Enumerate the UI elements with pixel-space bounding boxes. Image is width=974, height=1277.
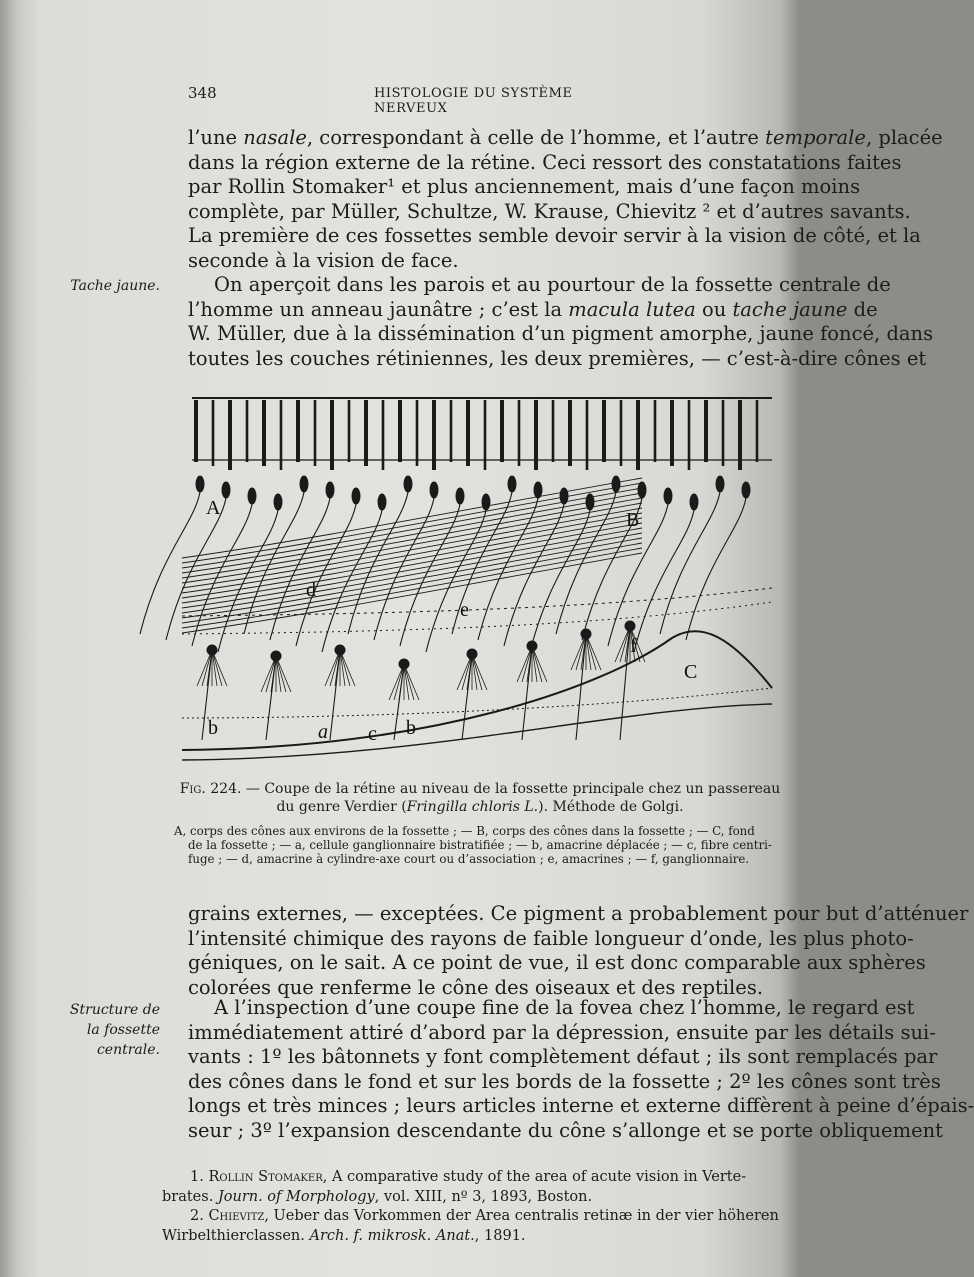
cone-body bbox=[482, 494, 490, 510]
label-e: e bbox=[460, 599, 469, 621]
label-c: c bbox=[368, 723, 377, 745]
cell-dendrite bbox=[586, 634, 596, 670]
cone-body bbox=[378, 494, 386, 510]
cone-body bbox=[300, 476, 308, 492]
text-line: toutes les couches rétiniennes, les deux premières, — c’est-à-dire cônes et bbox=[188, 346, 927, 370]
caption-legend bbox=[174, 824, 786, 866]
legend-line: de la fossette ; — a, cellule ganglionnaire bistratifiée ; — b, amacrine déplacée ; — c, fibre centri- bbox=[188, 838, 772, 852]
running-title: HISTOLOGIE DU SYSTÈME NERVEUX bbox=[374, 86, 573, 116]
text-line: immédiatement attiré d’abord par la dépression, ensuite par les détails sui- bbox=[188, 1020, 936, 1044]
margin-note-structure: Structure de la fossette centrale. bbox=[69, 1002, 160, 1058]
text-line: dans la région externe de la rétine. Ceci ressort des constatations faites bbox=[188, 150, 902, 174]
cone-body bbox=[612, 476, 620, 492]
cone-fiber bbox=[374, 498, 434, 640]
label-B: B bbox=[626, 509, 640, 531]
paragraph-1 bbox=[188, 126, 943, 274]
cone-body bbox=[430, 482, 438, 498]
cone-body bbox=[690, 494, 698, 510]
cell-dendrite bbox=[462, 654, 472, 690]
cone-body bbox=[638, 482, 646, 498]
label-f: f bbox=[630, 635, 637, 657]
cone-body bbox=[534, 482, 542, 498]
text-line: On aperçoit dans les parois et au pourtour de la fossette centrale de bbox=[214, 273, 891, 296]
cell-axon bbox=[522, 646, 532, 740]
text-line: des cônes dans le fond et sur les bords de la fossette ; 2º les cônes sont très bbox=[188, 1069, 941, 1093]
page-number: 348 bbox=[188, 84, 217, 102]
cone-fiber bbox=[504, 504, 564, 646]
text-line: l’homme un anneau jaunâtre ; c’est la macula lutea ou tache jaune de bbox=[188, 297, 878, 321]
cell-dendrite bbox=[394, 664, 404, 700]
inner-membrane-curve bbox=[182, 704, 772, 760]
text-line: colorées que renferme le cône des oiseaux et des reptiles. bbox=[188, 975, 764, 999]
cone-body bbox=[716, 476, 724, 492]
label-d: d bbox=[306, 579, 316, 601]
margin-note-tache-jaune: Tache jaune. bbox=[70, 278, 160, 294]
cone-body bbox=[742, 482, 750, 498]
cone-fiber bbox=[634, 510, 694, 652]
label-b-left: b bbox=[208, 717, 218, 739]
cone-body bbox=[664, 488, 672, 504]
cone-body bbox=[352, 488, 360, 504]
cone-body bbox=[222, 482, 230, 498]
cone-body bbox=[196, 476, 204, 492]
text-line: longs et très minces ; leurs articles interne et externe diffèrent à peine d’épais- bbox=[188, 1094, 974, 1118]
cone-fiber bbox=[686, 498, 746, 640]
text-line: W. Müller, due à la dissémination d’un pigment amorphe, jaune foncé, dans bbox=[188, 322, 934, 346]
figure-caption bbox=[174, 780, 786, 866]
footnotes bbox=[162, 1168, 786, 1246]
cone-fiber bbox=[140, 492, 200, 634]
caption-title: Fig. 224. — Coupe de la rétine au niveau de la fossette principale chez un passereau du genre Verdier (Fringilla chloris L.). Méthode de Golgi. bbox=[179, 781, 781, 815]
running-header bbox=[188, 84, 644, 116]
cone-body bbox=[248, 488, 256, 504]
retina-drawing bbox=[140, 398, 772, 760]
label-A: A bbox=[206, 497, 221, 519]
text-line: seconde à la vision de face. bbox=[188, 248, 459, 272]
retina-illustration bbox=[172, 388, 782, 770]
legend-line: fuge ; — d, amacrine à cylindre-axe court ou d’association ; e, amacrines ; — f, ganglionnaire. bbox=[188, 852, 750, 866]
henle-fiber bbox=[182, 493, 642, 573]
fovea-pit-curve bbox=[182, 631, 772, 750]
plexiform-layer-line bbox=[182, 602, 772, 634]
text-line: seur ; 3º l’expansion descendante du cône s’allonge et se porte obliquement bbox=[188, 1118, 944, 1142]
cell-axon bbox=[330, 650, 340, 740]
cone-fiber bbox=[478, 498, 538, 640]
figure-224 bbox=[172, 388, 782, 770]
text-line: grains externes, — exceptées. Ce pigment a probablement pour but d’atténuer bbox=[188, 902, 969, 925]
paragraph-2 bbox=[188, 273, 934, 371]
label-a: a bbox=[318, 721, 328, 743]
cell-dendrite bbox=[212, 650, 222, 686]
cell-dendrite bbox=[340, 650, 350, 686]
text-line: La première de ces fossettes semble devoir servir à la vision de côté, et la bbox=[188, 224, 921, 248]
cone-body bbox=[326, 482, 334, 498]
cone-body bbox=[456, 488, 464, 504]
text-line: vants : 1º les bâtonnets y font complètement défaut ; ils sont remplacés par bbox=[188, 1045, 938, 1069]
cell-dendrite bbox=[404, 664, 414, 700]
text-line: l’une nasale, correspondant à celle de l’homme, et l’autre temporale, placée bbox=[188, 126, 943, 149]
text-line: géniques, on le sait. A ce point de vue, il est donc comparable aux sphères bbox=[188, 951, 926, 975]
henle-fiber bbox=[182, 503, 642, 583]
label-C: C bbox=[684, 661, 698, 683]
legend-line: A, corps des cônes aux environs de la fossette ; — B, corps des cônes dans la fossette ; — C, fond bbox=[174, 824, 755, 838]
cone-fiber bbox=[166, 498, 226, 640]
text-line: A l’inspection d’une coupe fine de la fovea chez l’homme, le regard est bbox=[214, 996, 915, 1019]
cone-body bbox=[274, 494, 282, 510]
footnote-1: 1. Rollin Stomaker, A comparative study of the area of acute vision in Verte- brates. Journ. of Morphology, vol. XIII, nº 3, 1893, Boston. bbox=[162, 1169, 747, 1205]
footnote-2: 2. Chievitz, Ueber das Vorkommen der Area centralis retinæ in der vier höheren Wirbelthierclassen. Arch. f. mikrosk. Anat., 1891. bbox=[162, 1208, 779, 1244]
text-line: l’intensité chimique des rayons de faible longueur d’onde, les plus photo- bbox=[188, 926, 914, 950]
paragraph-4 bbox=[188, 996, 974, 1144]
text-line: par Rollin Stomaker¹ et plus anciennement, mais d’une façon moins bbox=[188, 175, 861, 199]
cone-body bbox=[404, 476, 412, 492]
label-b-right: b bbox=[406, 717, 416, 739]
plexiform-layer-line bbox=[182, 588, 772, 616]
cone-body bbox=[508, 476, 516, 492]
cell-dendrite bbox=[472, 654, 482, 690]
cell-dendrite bbox=[266, 656, 276, 692]
paragraph-3 bbox=[188, 902, 969, 1000]
cell-dendrite bbox=[532, 646, 542, 682]
cell-dendrite bbox=[276, 656, 286, 692]
text-line: complète, par Müller, Schultze, W. Krause, Chievitz ² et d’autres savants. bbox=[188, 199, 911, 223]
